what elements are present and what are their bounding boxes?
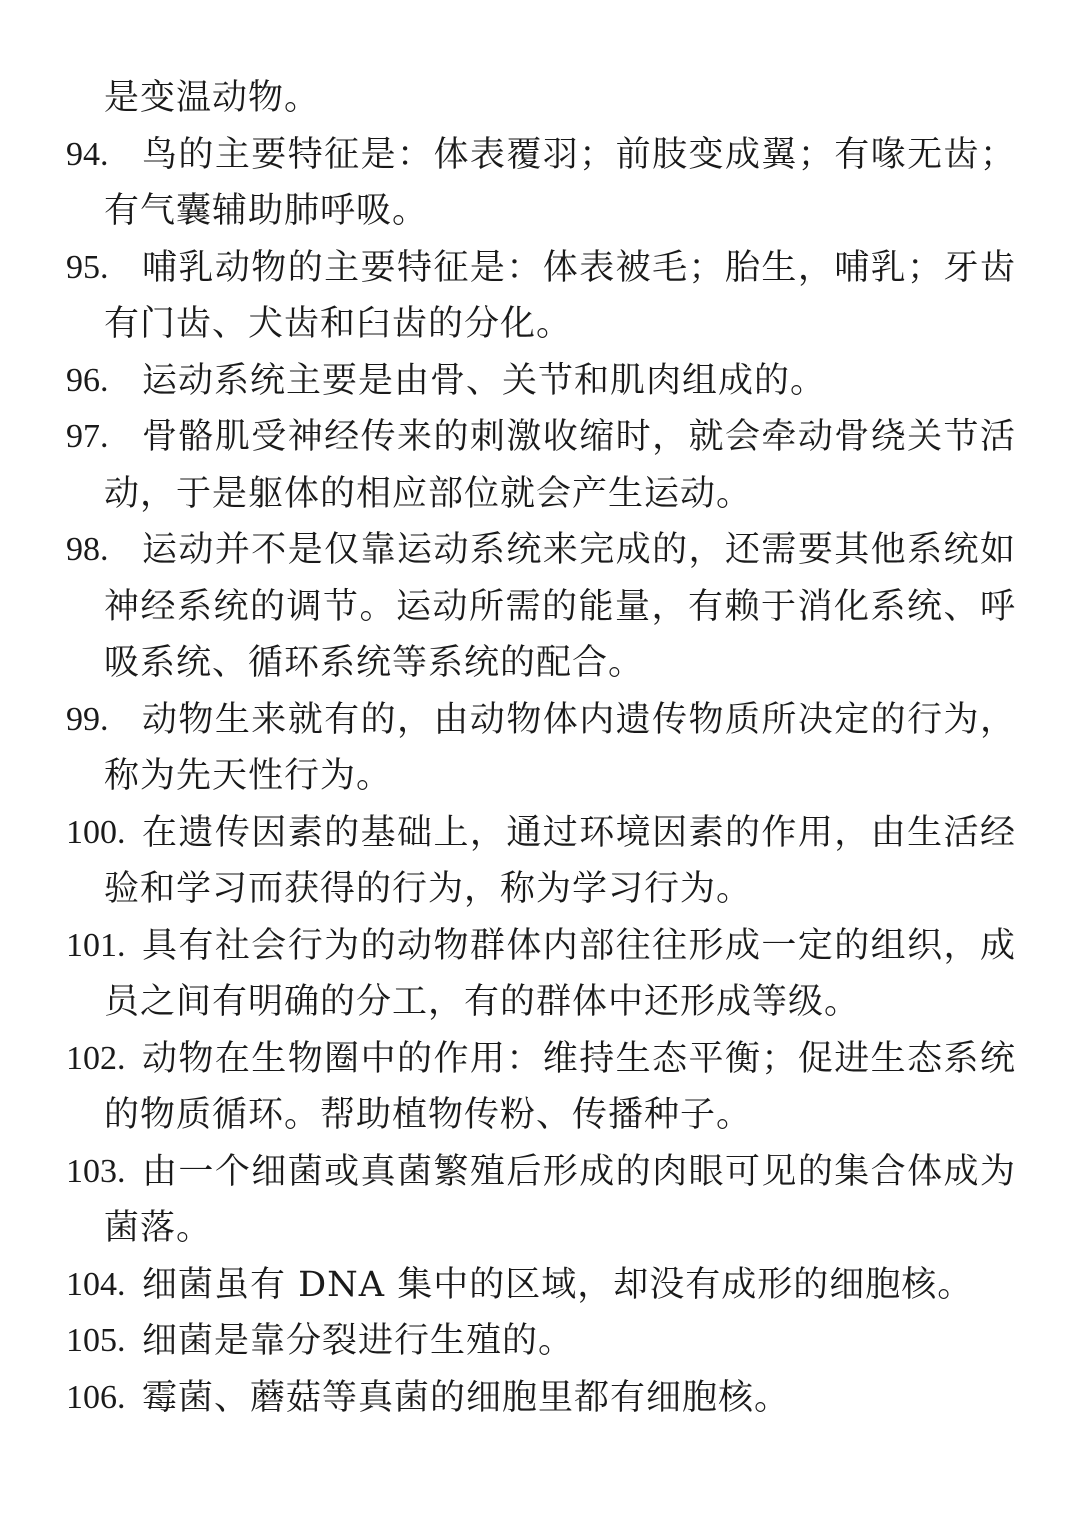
list-item-line <box>0 861 1080 918</box>
list-item-line <box>0 240 1080 297</box>
list-item-line <box>0 918 1080 975</box>
list-item-line <box>0 748 1080 805</box>
list-item-line <box>0 353 1080 410</box>
item-number: 101. <box>66 926 126 964</box>
item-text: 运动系统主要是由骨、关节和肌肉组成的。 <box>142 360 827 401</box>
item-text: 由一个细菌或真菌繁殖后形成的肉眼可见的集合体成为 <box>142 1151 1016 1192</box>
item-text-continuation: 员之间有明确的分工，有的群体中还形成等级。 <box>104 982 861 1022</box>
item-number: 105. <box>66 1322 126 1359</box>
item-text: 动物生来就有的，由动物体内遗传物质所决定的行为， <box>142 699 1016 740</box>
list-item-line <box>0 579 1080 636</box>
item-text: 霉菌、蘑菇等真菌的细胞里都有细胞核。 <box>142 1377 791 1418</box>
item-number: 95. <box>66 248 109 286</box>
item-text: 在遗传因素的基础上，通过环境因素的作用，由生活经 <box>142 812 1016 853</box>
item-text-continuation: 有气囊辅助肺呼吸。 <box>104 191 429 231</box>
item-number: 103. <box>66 1152 126 1190</box>
item-text: 具有社会行为的动物群体内部往往形成一定的组织，成 <box>142 925 1016 966</box>
item-number: 98. <box>66 531 109 568</box>
list-item-line <box>0 183 1080 240</box>
item-text: 运动并不是仅靠运动系统来完成的，还需要其他系统如 <box>142 530 1016 570</box>
item-text: 细菌虽有 DNA 集中的区域，却没有成形的细胞核。 <box>142 1264 974 1305</box>
list-item-line <box>0 974 1080 1031</box>
item-text-continuation: 有门齿、犬齿和臼齿的分化。 <box>104 304 573 344</box>
item-number: 99. <box>66 700 109 738</box>
list-item-line <box>0 1370 1080 1427</box>
list-item-line <box>0 1031 1080 1088</box>
item-number: 97. <box>66 418 109 455</box>
item-text-continuation: 神经系统的调节。运动所需的能量，有赖于消化系统、呼 <box>104 586 1016 627</box>
list-item-line <box>0 296 1080 353</box>
list-item-line <box>0 522 1080 579</box>
list-item-line <box>0 1257 1080 1314</box>
list-item-line <box>0 127 1080 184</box>
item-text: 细菌是靠分裂进行生殖的。 <box>142 1321 575 1361</box>
list-item-line <box>0 1200 1080 1257</box>
item-text: 骨骼肌受神经传来的刺激收缩时，就会牵动骨绕关节活 <box>142 417 1016 457</box>
list-item-line <box>0 70 1080 127</box>
item-number: 94. <box>66 135 109 173</box>
item-text-continuation: 是变温动物。 <box>104 78 321 118</box>
item-text-continuation: 吸系统、循环系统等系统的配合。 <box>104 643 645 683</box>
item-text-continuation: 验和学习而获得的行为，称为学习行为。 <box>104 869 753 909</box>
item-text: 鸟的主要特征是：体表覆羽；前肢变成翼；有喙无齿； <box>142 134 1016 175</box>
list-item-line <box>0 1087 1080 1144</box>
item-text-continuation: 动，于是躯体的相应部位就会产生运动。 <box>104 473 753 514</box>
list-item-line <box>0 1144 1080 1201</box>
item-text-continuation: 菌落。 <box>104 1208 213 1248</box>
item-text: 哺乳动物的主要特征是：体表被毛；胎生，哺乳；牙齿 <box>142 247 1016 288</box>
item-number: 102. <box>66 1039 126 1077</box>
list-item-line <box>0 692 1080 749</box>
item-text-continuation: 的物质循环。帮助植物传粉、传播种子。 <box>104 1095 753 1135</box>
numbered-list <box>0 70 1080 1426</box>
item-number: 104. <box>66 1265 126 1303</box>
item-number: 106. <box>66 1378 126 1416</box>
list-item-line <box>0 409 1080 466</box>
item-number: 96. <box>66 361 109 399</box>
list-item-line <box>0 1313 1080 1370</box>
item-text: 动物在生物圈中的作用：维持生态平衡；促进生态系统 <box>142 1038 1016 1079</box>
list-item-line <box>0 805 1080 862</box>
item-number: 100. <box>66 813 126 851</box>
item-text-continuation: 称为先天性行为。 <box>104 756 393 796</box>
list-item-line <box>0 635 1080 692</box>
list-item-line <box>0 466 1080 523</box>
